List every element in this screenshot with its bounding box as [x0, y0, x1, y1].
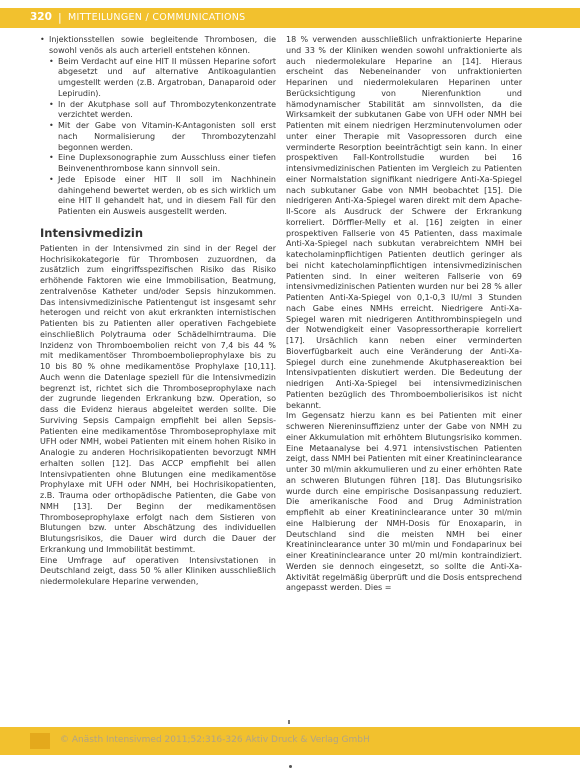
- registration-dot: [289, 765, 292, 768]
- body-paragraph: Im Gegensatz hierzu kann es bei Patienten mit einer schweren Niereninsuffizienz unter der Gabe von NMH zu einer Akkumulation mit erhöhtem Blutungsrisiko kommen. Eine Metaanalyse bei 4.971 intensivstischen Patienten zeigt, dass NMH bei Patienten mit einer Kreatininclearance unter 30 ml/min akkumulieren und zu einer erhöhten Rate an schweren Blutungen führen [18]. Das Blutungsrisiko wurde durch eine empirische Dosisanpassung reduziert. Die amerikanische Food and Drug Administration empfiehlt ab einer Kreatininclearance unter 30 ml/min eine Halbierung der NMH-Dosis für Enoxaparin, in Deutschland sind die meisten NMH bei einer Kreatininclearance unter 30 ml/min und Fondaparinux bei einer Kreatininclearance unter 20 ml/min kontraindiziert. Werden sie dennoch eingesetzt, so sollte die Anti-Xa-Aktivität regelmäßig überprüft und die Dosis entsprechend angepasst werden. Dies =: [286, 411, 522, 593]
- left-column: [40, 35, 276, 588]
- sub-bullet: • Beim Verdacht auf eine HIT II müssen Heparine sofort abgesetzt und auf alternative Antikoagulantien umgestellt werden (z.B. Argatroban, Danaparoid oder Lepirudin).: [49, 57, 276, 100]
- sub-bullet: • Eine Duplexsonographie zum Ausschluss einer tiefen Beinvenenthrombose kann sinnvoll sein.: [49, 153, 276, 175]
- hit-sub-bullets: [49, 57, 276, 218]
- section-heading-intensivmedizin: Intensivmedizin: [40, 225, 144, 240]
- body-paragraph: 18 % verwenden ausschließlich unfraktionierte Heparine und 33 % der Kliniken wenden sowohl unfraktionierte als auch niedermolekulare Heparine an [14]. Hieraus erscheint das Nebeneinander von unfraktionierten Heparinen und niedermolekularen Heparinen unter Berücksichtigung von Nierenfunktion und hämodynamischer Stabilität am sinnvollsten, da die Wirksamkeit der subkutanen Gabe von UFH oder NMH bei Patienten mit einem niedrigen Herzminutenvolumen oder unter einer Therapie mit Vasopressoren durch eine verminderte Resorption beeinträchtigt sein kann. In einer prospektiven Fall-Kontrollstudie wurden bei 16 intensivmedizinischen Patienten im Vergleich zu Patienten einer Normalstation signifikant niedrigere Anti-Xa-Spiegel nach subkutaner Gabe von NMH beobachtet [15]. Die niedrigeren Anti-Xa-Spiegel waren direkt mit dem Apache-II-Score als Ausdruck der Schwere der Erkrankung korreliert. Dörffler-Melly et al. [16] zeigten in einer prospektiven Fallserie von 45 Patienten, dass maximale Anti-Xa-Spiegel nach subkutan verabreichtem NMH bei katecholaminpflichtigen Patienten deutlich geringer als bei nicht katecholaminpflichtigen intensivmedizinischen Patienten sind. In einer weiteren Fallserie von 69 intensivmedizinischen Patienten wurden nur bei 28 % aller Patienten Anti-Xa-Spiegel von 0,1-0,3 IU/ml 3 Stunden nach Gabe eines NMHs erreicht. Niedrigere Anti-Xa-Spiegel waren mit niedrigeren Antithrombinspiegeln und der Notwendigkeit einer Vasopressortherapie korreliert [17]. Ursächlich kann neben einer verminderten Bioverfügbarkeit auch eine Veränderung der Anti-Xa-Spiegel durch eine zunehmende Akutphasereaktion bei Intensivpatienten diskutiert werden. Die Bedeutung der niedrigen Anti-Xa-Spiegel bei intensivmedizinischen Patienten bezüglich des Thromboembolierisikos ist nicht bekannt.: [286, 35, 522, 410]
- intro-bullet: [40, 35, 276, 218]
- intro-bullet-text: Injektionsstellen sowie begleitende Thrombosen, die sowohl venös als auch arteriell entstehen können.: [49, 35, 276, 55]
- footer-page-box: [30, 733, 50, 749]
- sub-bullet: • Mit der Gabe von Vitamin-K-Antagonisten soll erst nach Normalisierung der Thrombozytenzahl begonnen werden.: [49, 121, 276, 153]
- page-footer: [0, 727, 580, 755]
- body-paragraph: Eine Umfrage auf operativen Intensivstationen in Deutschland zeigt, dass 50 % aller Kliniken ausschließlich niedermolekulare Heparine verwenden,: [40, 555, 276, 586]
- sub-bullet: • In der Akutphase soll auf Thrombozytenkonzentrate verzichtet werden.: [49, 100, 276, 122]
- sub-bullet: • Jede Episode einer HIT II soll im Nachhinein dahingehend bewertet werden, ob es sich wirklich um eine HIT II gehandelt hat, und in diesem Fall für den Patienten ein Ausweis ausgestellt werden.: [49, 175, 276, 218]
- page-header: [0, 8, 580, 28]
- right-column: [286, 35, 522, 594]
- copyright-notice: © Anästh Intensivmed 2011;52:316-326 Aktiv Druck & Verlag GmbH: [60, 735, 370, 745]
- header-separator: |: [58, 11, 62, 24]
- hit-bullet-list: [40, 35, 276, 218]
- body-paragraph: Patienten in der Intensivmed zin sind in der Regel der Hochrisikokategorie für Thrombosen zuzuordnen, da zusätzlich zum eingriffsspezifischen Risiko das Risiko erhöhende Faktoren wie eine Immobilisation, Beatmung, zentralvenöse Katheter und/oder Sepsis hinzukommen. Das intensivmedizinische Patientengut ist insgesamt sehr heterogen und reicht von akut erkrankten internistischen Patienten bis zu Patienten aller operativen Fachgebiete einschließlich Polytrauma oder Schädelhirntrauma. Die Inzidenz von Thromboembolien reicht von 7,4 bis 44 % mit medikamentöser Thromboembolieprophylaxe bis zu 10 bis 80 % ohne medikamentöse Prophylaxe [10,11]. Auch wenn die Datenlage speziell für die Intensivmedizin begrenzt ist, richtet sich die Thromboseprophylaxe nach der zugrunde liegenden Erkrankung bzw. Operation, so dass die Evidenz hieraus abgeleitet werden sollte. Die Surviving Sepsis Campaign empfiehlt bei allen Sepsis-Patienten eine medikamentöse Thromboseprophylaxe mit UFH oder NMH, wobei Patienten mit einem hohen Risiko in Analogie zu anderen Hochrisikopatienten bevorzugt NMH erhalten sollen [12]. Das ACCP empfiehlt bei allen Intensivpatienten ohne Blutungen eine medikamentöse Prophylaxe mit UFH oder NMH, bei Hochrisikopatienten, z.B. Trauma oder orthopädische Patienten, die Gabe von NMH [13]. Der Beginn der medikamentösen Thromboseprophylaxe erfolgt nach dem Sistieren von Blutungen bzw. unter Abschätzung des individuellen Blutungsrisikos, die Dauer wird durch die Dauer der Erkrankung und Immobilität bestimmt.: [40, 243, 276, 554]
- running-title: MITTEILUNGEN / COMMUNICATIONS: [68, 12, 246, 23]
- page-number: 320: [30, 11, 52, 23]
- page-center-mark: [288, 720, 290, 724]
